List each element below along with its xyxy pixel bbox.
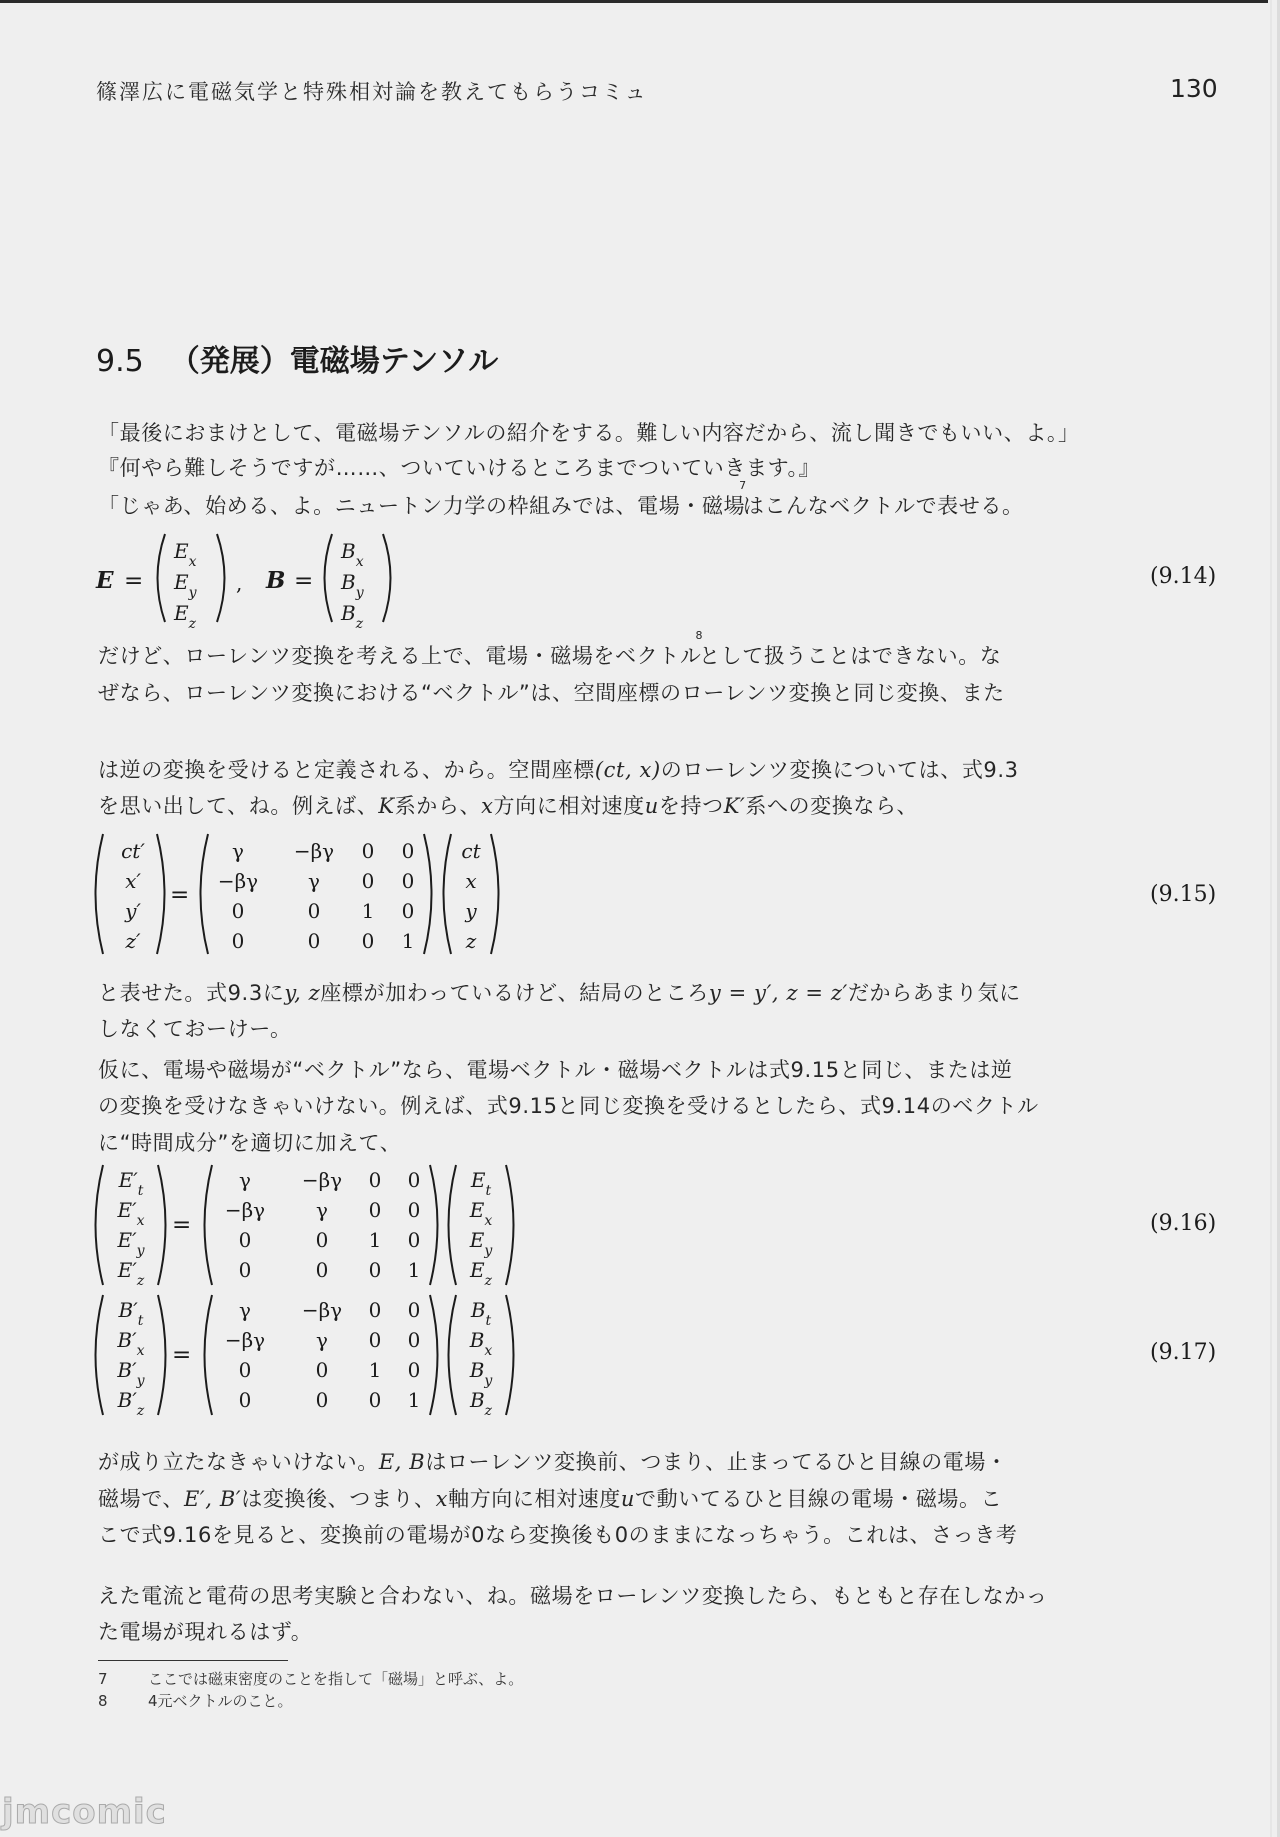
svg-text:=: =: [170, 882, 190, 908]
paragraph-line: [98, 1446, 1008, 1476]
matrix-cell: 1: [407, 1388, 421, 1412]
footnote-rule: [98, 1660, 288, 1661]
vector-component: $E_z$: [174, 601, 196, 628]
footnote-number: 7: [98, 1670, 108, 1688]
paragraph-line: [98, 790, 918, 820]
vector-component: $B'_x$: [117, 1328, 145, 1359]
footnote-text: 4元ベクトルのこと。: [148, 1692, 293, 1710]
paragraph-line: しなくておーけー。: [98, 1017, 292, 1041]
matrix-cell: 0: [361, 929, 375, 953]
paragraph-line: 「最後におまけとして、電磁場テンソルの紹介をする。難しい内容だから、流し聞きでもいい、よ。」: [98, 421, 1080, 445]
matrix-cell: 1: [401, 929, 415, 953]
matrix-cell: 0: [307, 899, 321, 923]
math-inline: x: [481, 794, 494, 818]
symbol-E: E: [96, 567, 114, 594]
paragraph-line: 仮に、電場や磁場が“ベクトル”なら、電場ベクトル・磁場ベクトルは式9.15と同じ、または逆: [98, 1058, 1013, 1082]
section-number: 9.5: [96, 344, 144, 379]
matrix-cell: γ: [308, 869, 320, 893]
text-span: で動いてるひと目線の電場・磁場。こ: [635, 1487, 1003, 1511]
paragraph-line: [98, 1483, 1002, 1513]
matrix-cell: 0: [315, 1258, 329, 1282]
matrix-cell: γ: [239, 1168, 251, 1192]
math-inline: E′, B′: [183, 1487, 242, 1511]
matrix-cell: 1: [407, 1258, 421, 1282]
vector-component: $B'_t$: [118, 1298, 144, 1329]
matrix-cell: 0: [238, 1388, 252, 1412]
matrix-cell: γ: [239, 1298, 251, 1322]
math-inline: y, z: [284, 981, 321, 1005]
text-span: 軸方向に相対速度: [448, 1487, 621, 1511]
matrix-cell: 1: [361, 899, 375, 923]
paragraph-line: [98, 754, 1019, 784]
matrix-cell: 0: [401, 899, 415, 923]
vector-component: $E_z$: [470, 1258, 492, 1289]
equation-number: (9.14): [1150, 564, 1217, 589]
equation-number: (9.17): [1150, 1340, 1217, 1365]
matrix-cell: 0: [315, 1228, 329, 1252]
paragraph-line: えた電流と電荷の思考実験と合わない、ね。磁場をローレンツ変換したら、もともと存在しなかっ: [98, 1584, 1048, 1608]
text-span: 方向に相対速度: [493, 794, 645, 818]
svg-text:=: =: [294, 568, 314, 594]
matrix-cell: 0: [361, 839, 375, 863]
svg-text:=: =: [172, 1212, 192, 1238]
vector-component: $B_y$: [469, 1358, 493, 1389]
matrix-cell: 0: [361, 869, 375, 893]
text-span: として扱うことはできない。な: [699, 644, 1002, 668]
footnote-mark: 8: [695, 629, 704, 642]
equation-9-15: [90, 828, 510, 964]
vector-component: x: [465, 869, 477, 893]
svg-text:=: =: [172, 1342, 192, 1368]
paragraph-line: [98, 629, 1002, 670]
vector-component: $B'_y$: [117, 1358, 145, 1389]
matrix-cell: 0: [315, 1358, 329, 1382]
matrix-cell: 1: [368, 1228, 382, 1252]
paragraph-line: [98, 479, 1024, 520]
svg-text:=: =: [124, 568, 144, 594]
text-span: を持つ: [658, 794, 724, 818]
vector-component: $E'_t$: [118, 1168, 144, 1199]
text-span: 磁場で、: [98, 1487, 184, 1511]
footnote: [98, 1690, 293, 1711]
matrix-cell: 0: [368, 1168, 382, 1192]
vector-component: $E_y$: [469, 1228, 493, 1259]
text-span: 系から、: [394, 794, 482, 818]
matrix-cell: 0: [231, 899, 245, 923]
text-span: が成り立たなきゃいけない。: [98, 1450, 379, 1474]
paragraph-line: の変換を受けなきゃいけない。例えば、式9.15と同じ変換を受けるとしたら、式9.14のベクトル: [98, 1094, 1039, 1118]
footnote-number: 8: [98, 1692, 108, 1710]
text-span: 座標が加わっているけど、結局のところ: [320, 981, 709, 1005]
paragraph-line: [98, 977, 1021, 1007]
footnote-mark: 7: [739, 479, 747, 492]
paragraph-line: ぜなら、ローレンツ変換における“ベクトル”は、空間座標のローレンツ変換と同じ変換、また: [98, 681, 1005, 705]
matrix-cell: 0: [315, 1388, 329, 1412]
vector-component: $E'_y$: [117, 1228, 145, 1259]
math-inline: x: [435, 1487, 449, 1511]
matrix-cell: 0: [231, 929, 245, 953]
vector-component: x′: [125, 869, 141, 893]
svg-text:,: ,: [236, 571, 243, 595]
math-inline: u: [620, 1487, 636, 1511]
equation-number: (9.15): [1150, 882, 1217, 907]
vector-component: $E'_x$: [117, 1198, 145, 1229]
vector-component: ct: [461, 839, 481, 863]
matrix-cell: γ: [316, 1198, 328, 1222]
vector-component: $B_x$: [469, 1328, 493, 1359]
matrix-cell: 0: [368, 1258, 382, 1282]
matrix-cell: −βγ: [301, 1168, 343, 1192]
math-inline: E, B: [378, 1450, 426, 1474]
footnote-text: ここでは磁束密度のことを指して「磁場」と呼ぶ、よ。: [148, 1670, 524, 1688]
equation-number: (9.16): [1150, 1211, 1217, 1236]
equation-9-16: [90, 1160, 530, 1294]
matrix-cell: 0: [368, 1198, 382, 1222]
vector-component: $E_t$: [470, 1168, 492, 1199]
paragraph-line: 『何やら難しそうですが……、ついていけるところまでついていきます。』: [98, 456, 821, 480]
footnote: [98, 1668, 523, 1689]
matrix-cell: −βγ: [301, 1298, 343, 1322]
text-span: 系への変換なら、: [745, 794, 919, 818]
symbol-B: B: [266, 567, 286, 594]
matrix-cell: 0: [407, 1228, 421, 1252]
page-edge-inner: [1270, 0, 1272, 1837]
matrix-cell: γ: [232, 839, 244, 863]
paragraph-line: こで式9.16を見ると、変換前の電場が0なら変換後も0のままになっちゃう。これは、さっき考: [98, 1523, 1018, 1547]
vector-component: $E'_z$: [117, 1258, 145, 1289]
matrix-cell: 0: [368, 1328, 382, 1352]
matrix-cell: 0: [401, 839, 415, 863]
matrix-cell: −βγ: [217, 869, 259, 893]
vector-component: $B_y$: [341, 570, 364, 601]
matrix-cell: 0: [407, 1198, 421, 1222]
paragraph-line: に“時間成分”を適切に加えて、: [98, 1131, 402, 1155]
text-span: だからあまり気に: [847, 981, 1021, 1005]
equation-9-14: [90, 528, 510, 632]
vector-component: z: [465, 929, 477, 953]
text-span: 「じゃあ、始める、よ。ニュートン力学の枠組みでは、電場・磁場: [98, 494, 746, 518]
vector-component: $B_z$: [469, 1388, 493, 1419]
page-number: 130: [1170, 74, 1218, 103]
paragraph-line: た電場が現れるはず。: [98, 1620, 313, 1644]
vector-component: $E_x$: [469, 1198, 493, 1229]
top-border: [0, 0, 1268, 3]
matrix-cell: 0: [407, 1358, 421, 1382]
text-span: と表せた。式9.3に: [98, 981, 285, 1005]
matrix-cell: 0: [368, 1388, 382, 1412]
math-inline: u: [644, 794, 659, 818]
running-head: 篠澤広に電磁気学と特殊相対論を教えてもらうコミュ: [96, 80, 648, 104]
vector-component: $B_x$: [341, 539, 364, 570]
vector-component: z′: [125, 929, 141, 953]
text-span: を思い出して、ね。例えば、: [98, 794, 379, 818]
matrix-cell: 0: [238, 1258, 252, 1282]
matrix-cell: 0: [368, 1298, 382, 1322]
vector-component: $E_y$: [174, 570, 197, 601]
vector-component: $B'_z$: [117, 1388, 145, 1419]
vector-component: ct′: [121, 839, 145, 863]
watermark-logo: jmcomic: [2, 1792, 167, 1832]
text-span: のローレンツ変換については、式9.3: [660, 758, 1019, 782]
vector-component: y′: [125, 899, 141, 923]
matrix-cell: −βγ: [293, 839, 335, 863]
equation-9-17: [90, 1290, 530, 1424]
math-inline: y = y′, z = z′: [708, 981, 848, 1005]
matrix-cell: 0: [238, 1358, 252, 1382]
text-span: は変換後、つまり、: [241, 1487, 436, 1511]
matrix-cell: 0: [407, 1168, 421, 1192]
section-heading: [96, 336, 498, 380]
vector-component: $B_t$: [470, 1298, 492, 1329]
vector-component: $B_z$: [341, 601, 364, 628]
vector-component: $E_x$: [174, 539, 197, 570]
vector-component: y: [465, 899, 477, 923]
text-span: だけど、ローレンツ変換を考える上で、電場・磁場をベクトル: [98, 644, 702, 668]
matrix-cell: 0: [401, 869, 415, 893]
math-inline: K: [378, 794, 395, 818]
matrix-cell: 0: [238, 1228, 252, 1252]
text-span: は逆の変換を受けると定義される、から。空間座標: [98, 758, 595, 782]
matrix-cell: 1: [368, 1358, 382, 1382]
matrix-cell: −βγ: [224, 1198, 266, 1222]
matrix-cell: −βγ: [224, 1328, 266, 1352]
text-span: はこんなベクトルで表せる。: [742, 494, 1024, 518]
matrix-cell: 0: [407, 1328, 421, 1352]
matrix-cell: γ: [316, 1328, 328, 1352]
matrix-cell: 0: [307, 929, 321, 953]
math-inline: (ct, x): [594, 758, 661, 782]
text-span: はローレンツ変換前、つまり、止まってるひと目線の電場・: [425, 1450, 1008, 1474]
matrix-cell: 0: [407, 1298, 421, 1322]
math-inline: K′: [723, 794, 746, 818]
section-title: （発展）電磁場テンソル: [169, 344, 499, 379]
